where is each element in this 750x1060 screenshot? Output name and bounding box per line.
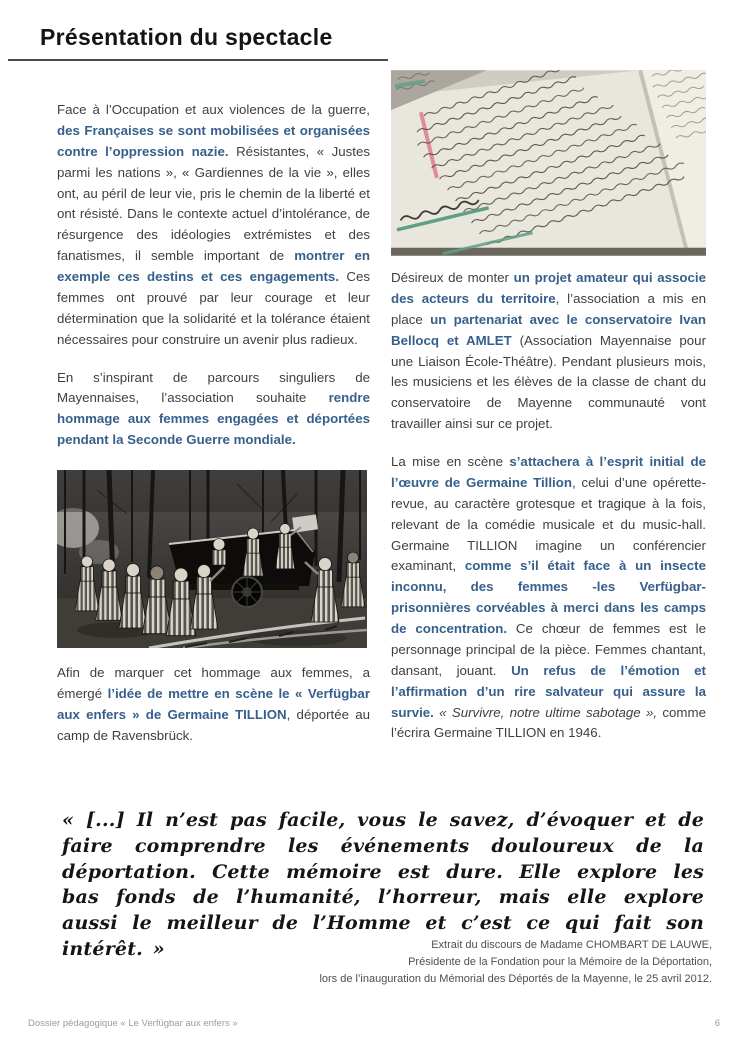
- text-run: Désireux de monter: [391, 270, 514, 285]
- footer-page-number: 6: [714, 1018, 720, 1029]
- text-run: l’idée de mettre en scène le « Verfügbar aux enfers » de Germaine TILLION: [57, 685, 371, 722]
- handwritten-quote: « [...] Il n’est pas facile, vous le savez, d’évoquer et de faire comprendre les événements douloureux de la déportation. Cette mémoire est dure. Elle explore les bas fonds de l’humanité, l’horreur, mais elle explore aussi le meilleur de l’Homme et c’est ce qui fait son intérêt. »: [62, 809, 704, 961]
- text-run: « Survivre, notre ultime sabotage »,: [439, 704, 658, 720]
- attribution-line: Extrait du discours de Madame CHOMBART DE LAUWE,: [431, 939, 712, 951]
- attribution-line: lors de l’inauguration du Mémorial des Déportés de la Mayenne, le 25 avril 2012.: [319, 973, 712, 986]
- right-column: [391, 70, 706, 761]
- text-run: comme s’il était face à un insecte inconnu, des femmes -les Verfügbar- prisonnières corvéables à merci dans les camps de concentration.: [391, 558, 706, 636]
- text-run: comme l’écrira Germaine TILLION en 1946.: [391, 704, 706, 741]
- text-run: Face à l’Occupation et aux violences de la guerre,: [57, 102, 370, 117]
- photo-manuscrit-germaine-tillion: [391, 70, 706, 256]
- page-title: Présentation du spectacle: [40, 24, 333, 50]
- text-run: montrer en exemple ces destins et ces engagements.: [57, 248, 371, 284]
- black-white-photo-illustration: [57, 470, 367, 648]
- text-run: (Association Mayennaise pour une Liaison École-Théâtre). Pendant plusieurs mois, les musiciens et les élèves de la classe de chant du conservatoire de Mayenne communauté vont travailler ainsi sur ce projet.: [391, 332, 706, 432]
- left-column: [57, 100, 370, 764]
- text-run: Afin de marquer cet hommage aux femmes, a émergé: [57, 665, 370, 701]
- text-run: s’attachera à l’esprit initial de l’œuvre de Germaine Tillion: [391, 454, 706, 490]
- text-run: Un refus de l’émotion et l’affirmation d’un rire salvateur qui assure la survie.: [391, 662, 706, 720]
- text-run: , celui d’une opérette-revue, au caractère grotesque et tragique à la fois, relevant de la comédie musicale et du music-hall. Germaine TILLION imagine un conférencier examinant,: [391, 474, 706, 574]
- text-run: La mise en scène: [391, 454, 510, 469]
- text-run: , l’association a mis en place: [391, 290, 706, 327]
- footer-document-title: Dossier pédagogique « Le Verfügbar aux enfers »: [28, 1018, 238, 1029]
- mise-en-scene-paragraph: [391, 452, 706, 744]
- text-run: un projet amateur qui associe des acteurs du territoire: [391, 270, 706, 306]
- text-run: , déportée au camp de Ravensbrück.: [57, 706, 371, 743]
- intro-paragraph: [57, 100, 370, 351]
- manuscript-photo-illustration: [391, 70, 706, 256]
- photo-femmes-deportees-ravensbruck: [57, 470, 370, 648]
- text-run: un partenariat avec le conservatoire Ivan Bellocq et AMLET: [391, 311, 707, 348]
- hommage-paragraph: [57, 368, 370, 452]
- text-run: des Françaises se sont mobilisées et organisées contre l’oppression nazie.: [57, 122, 370, 159]
- partenariat-paragraph: [391, 268, 706, 435]
- title-underline: [8, 59, 388, 61]
- verfugbar-paragraph: [57, 663, 370, 747]
- attribution-line: Présidente de la Fondation pour la Mémoire de la Déportation,: [408, 956, 712, 969]
- page-footer: [28, 1018, 720, 1029]
- text-run: Ce chœur de femmes est le personnage principal de la pièce. Femmes chantant, dansant, jouant.: [391, 621, 706, 678]
- text-run: Résistantes, « Justes parmi les nations », « Gardiennes de la vie », elles ont, au péril de leur vie, pris le chemin de la liberté et ont résisté. Dans le contexte actuel d’intolérance, de résurgence des idéologies extrémistes et des fanatismes, il semble important de: [57, 143, 371, 264]
- quote-attribution: [112, 937, 712, 988]
- text-run: rendre hommage aux femmes engagées et déportées pendant la Seconde Guerre mondiale.: [57, 390, 370, 448]
- text-run: Ces femmes ont prouvé par leur courage et leur détermination que la solidarité et la tolérance étaient nécessaires pour construire un avenir plus radieux.: [57, 269, 370, 347]
- text-run: En s’inspirant de parcours singuliers de Mayennaises, l’association souhaite: [57, 369, 370, 406]
